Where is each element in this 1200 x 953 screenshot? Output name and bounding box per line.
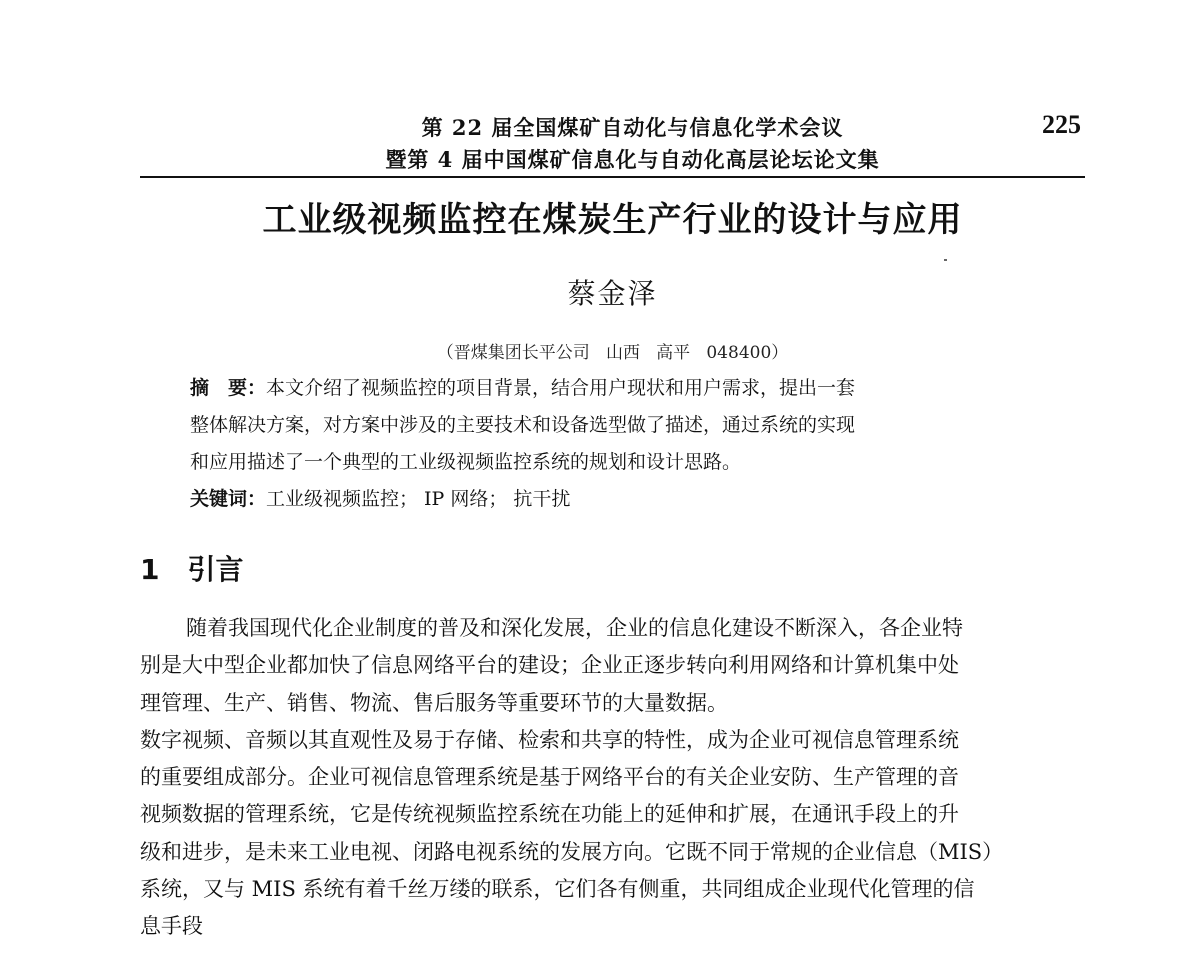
conference-title-line-1: 第 22 届全国煤矿自动化与信息化学术会议	[421, 115, 844, 140]
body-line: 视频数据的管理系统，它是传统视频监控系统在功能上的延伸和扩展，在通讯手段上的升	[140, 802, 959, 827]
body-line: 别是大中型企业都加快了信息网络平台的建设；企业正逐步转向利用网络和计算机集中处	[140, 653, 959, 678]
body-line: 数字视频、音频以其直观性及易于存储、检索和共享的特性，成为企业可视信息管理系统	[140, 727, 959, 752]
section-number: 1	[140, 553, 160, 586]
abstract-line-3: 和应用描述了一个典型的工业级视频监控系统的规划和设计思路。	[190, 451, 742, 473]
body-line: 息手段	[140, 914, 203, 939]
scan-speck	[944, 259, 947, 261]
body-line: 随着我国现代化企业制度的普及和深化发展，企业的信息化建设不断深入，各企业特	[186, 616, 963, 640]
conference-title-line-2: 暨第 4 届中国煤矿信息化与自动化高层论坛论文集	[385, 147, 880, 172]
body-text	[140, 610, 1085, 946]
section-title: 引言	[187, 553, 244, 586]
author-affiliation: （晋煤集团长平公司 山西 高平 048400）	[436, 343, 789, 363]
keywords-line	[190, 481, 1050, 518]
page-number: 225	[1042, 110, 1081, 139]
keywords-label: 关键词：	[190, 488, 267, 510]
body-line: 系统，又与 MIS 系统有着千丝万缕的联系，它们各有侧重，共同组成企业现代化管理的信	[140, 877, 975, 902]
body-line: 理管理、生产、销售、物流、售后服务等重要环节的大量数据。	[140, 690, 728, 715]
body-line: 级和进步，是未来工业电视、闭路电视系统的发展方向。它既不同于常规的企业信息（MIS）	[140, 839, 1004, 864]
abstract-text-line-1: 本文介绍了视频监控的项目背景，结合用户现状和用户需求，提出一套	[266, 377, 856, 399]
section-heading	[140, 548, 244, 588]
abstract-label: 摘 要：	[190, 377, 267, 399]
abstract-block	[190, 370, 1050, 518]
author-name: 蔡金泽	[567, 277, 658, 310]
abstract-line-2: 整体解决方案，对方案中涉及的主要技术和设备选型做了描述，通过系统的实现	[190, 414, 856, 436]
paper-title: 工业级视频监控在煤炭生产行业的设计与应用	[262, 200, 963, 240]
abstract-line-1	[190, 370, 1050, 407]
keywords-text: 工业级视频监控； IP 网络； 抗干扰	[266, 488, 571, 510]
header-rule	[140, 176, 1085, 178]
body-line: 的重要组成部分。企业可视信息管理系统是基于网络平台的有关企业安防、生产管理的音	[140, 765, 959, 790]
running-header	[140, 108, 1085, 176]
